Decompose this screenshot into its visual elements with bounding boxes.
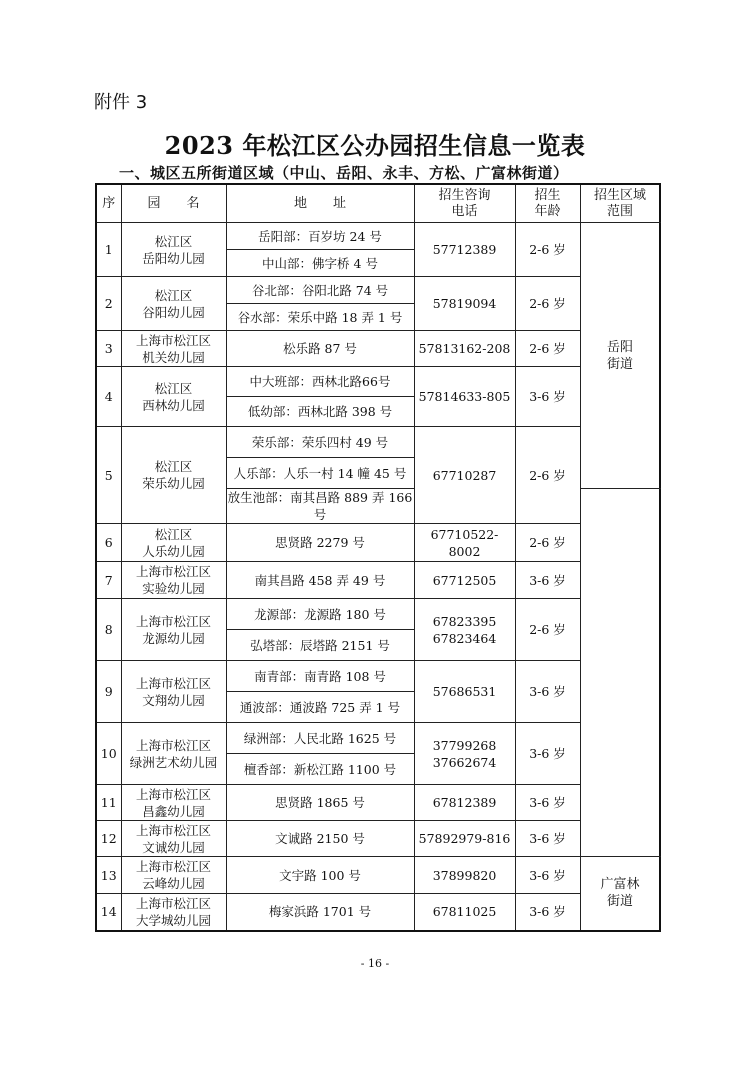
table-row	[96, 524, 660, 562]
cell-phone: 57813162-208	[414, 331, 515, 367]
cell-name: 松江区 荣乐幼儿园	[121, 427, 226, 524]
cell-seq: 9	[96, 661, 121, 723]
header-age: 招生 年龄	[515, 184, 580, 223]
table-row	[96, 661, 660, 692]
cell-age: 3-6 岁	[515, 723, 580, 785]
table-row	[96, 427, 660, 458]
cell-address: 松乐路 87 号	[226, 331, 414, 367]
cell-address: 岳阳部：百岁坊 24 号	[226, 223, 414, 250]
cell-seq: 4	[96, 367, 121, 427]
cell-phone: 57819094	[414, 277, 515, 331]
cell-name: 上海市松江区 龙源幼儿园	[121, 599, 226, 661]
cell-phone: 57686531	[414, 661, 515, 723]
cell-name: 上海市松江区 绿洲艺术幼儿园	[121, 723, 226, 785]
attachment-label: 附件 3	[94, 92, 148, 113]
cell-phone: 67712505	[414, 562, 515, 599]
cell-address: 南其昌路 458 弄 49 号	[226, 562, 414, 599]
header-district: 招生区域 范围	[580, 184, 660, 223]
enrollment-table	[95, 183, 661, 932]
header-address: 地 址	[226, 184, 414, 223]
cell-age: 2-6 岁	[515, 524, 580, 562]
cell-seq: 10	[96, 723, 121, 785]
cell-age: 2-6 岁	[515, 331, 580, 367]
cell-age: 3-6 岁	[515, 661, 580, 723]
cell-age: 2-6 岁	[515, 599, 580, 661]
cell-seq: 2	[96, 277, 121, 331]
cell-age: 3-6 岁	[515, 785, 580, 821]
cell-age: 3-6 岁	[515, 367, 580, 427]
cell-name: 上海市松江区 文诚幼儿园	[121, 821, 226, 857]
cell-age: 3-6 岁	[515, 562, 580, 599]
cell-address: 文宇路 100 号	[226, 857, 414, 894]
table-row	[96, 367, 660, 397]
cell-seq: 3	[96, 331, 121, 367]
cell-seq: 13	[96, 857, 121, 894]
cell-address: 谷水部：荣乐中路 18 弄 1 号	[226, 304, 414, 331]
cell-age: 3-6 岁	[515, 894, 580, 931]
cell-address: 中山部：佛字桥 4 号	[226, 250, 414, 277]
cell-age: 2-6 岁	[515, 277, 580, 331]
cell-seq: 6	[96, 524, 121, 562]
cell-address: 放生池部：南其昌路 889 弄 166 号	[227, 490, 413, 522]
cell-address: 思贤路 2279 号	[226, 524, 414, 562]
cell-name: 上海市松江区 大学城幼儿园	[121, 894, 226, 931]
cell-name: 松江区 岳阳幼儿园	[121, 223, 226, 277]
cell-seq: 8	[96, 599, 121, 661]
cell-phone: 57712389	[414, 223, 515, 277]
cell-phone: 67812389	[414, 785, 515, 821]
cell-phone: 37799268 37662674	[414, 723, 515, 785]
cell-phone: 67710522-8002	[414, 524, 515, 562]
cell-phone: 37899820	[414, 857, 515, 894]
table-row	[96, 723, 660, 754]
cell-address: 梅家浜路 1701 号	[226, 894, 414, 931]
cell-address: 中大班部：西林北路66号	[226, 367, 414, 397]
cell-name: 上海市松江区 机关幼儿园	[121, 331, 226, 367]
table-row	[96, 894, 660, 931]
table-row	[96, 223, 660, 250]
cell-name: 松江区 人乐幼儿园	[121, 524, 226, 562]
cell-phone: 67823395 67823464	[414, 599, 515, 661]
table-row	[96, 331, 660, 367]
cell-address: 绿洲部：人民北路 1625 号	[226, 723, 414, 754]
cell-address: 南青部：南青路 108 号	[226, 661, 414, 692]
cell-age: 2-6 岁	[515, 223, 580, 277]
cell-address: 谷北部：谷阳北路 74 号	[226, 277, 414, 304]
cell-phone: 67710287	[414, 427, 515, 524]
cell-address: 荣乐部：荣乐四村 49 号	[226, 427, 414, 458]
cell-address: 通波部：通波路 725 弄 1 号	[226, 692, 414, 723]
cell-name: 松江区 谷阳幼儿园	[121, 277, 226, 331]
cell-address: 弘塔部：辰塔路 2151 号	[226, 630, 414, 661]
cell-seq: 14	[96, 894, 121, 931]
cell-age: 3-6 岁	[515, 821, 580, 857]
table-header-row	[96, 184, 660, 223]
header-name: 园 名	[121, 184, 226, 223]
cell-name: 松江区 西林幼儿园	[121, 367, 226, 427]
table-row	[96, 857, 660, 894]
table-row	[96, 785, 660, 821]
cell-phone: 57892979-816	[414, 821, 515, 857]
cell-district-guangfulin: 广富林 街道	[580, 857, 660, 931]
cell-name: 上海市松江区 文翔幼儿园	[121, 661, 226, 723]
cell-seq: 11	[96, 785, 121, 821]
table-row	[96, 599, 660, 630]
cell-seq: 5	[96, 427, 121, 524]
cell-seq: 7	[96, 562, 121, 599]
table-row	[96, 821, 660, 857]
section-subtitle: 一、城区五所街道区域（中山、岳阳、永丰、方松、广富林街道）	[119, 164, 569, 182]
cell-name: 上海市松江区 云峰幼儿园	[121, 857, 226, 894]
cell-address: 低幼部：西林北路 398 号	[226, 397, 414, 427]
page-title: 2023 年松江区公办园招生信息一览表	[164, 131, 586, 160]
cell-name: 上海市松江区 昌鑫幼儿园	[121, 785, 226, 821]
cell-address: 思贤路 1865 号	[226, 785, 414, 821]
table-row	[96, 277, 660, 304]
cell-address: 檀香部：新松江路 1100 号	[226, 754, 414, 785]
table-row	[96, 562, 660, 599]
cell-district-yueyang: 岳阳 街道	[580, 223, 660, 489]
header-seq: 序	[96, 184, 121, 223]
cell-address: 人乐部：人乐一村 14 幢 45 号	[226, 458, 414, 489]
header-phone: 招生咨询 电话	[414, 184, 515, 223]
cell-name: 上海市松江区 实验幼儿园	[121, 562, 226, 599]
cell-age: 3-6 岁	[515, 857, 580, 894]
cell-seq: 12	[96, 821, 121, 857]
page-number: - 16 -	[360, 957, 390, 970]
cell-address: 文诚路 2150 号	[226, 821, 414, 857]
cell-phone: 67811025	[414, 894, 515, 931]
cell-seq: 1	[96, 223, 121, 277]
cell-age: 2-6 岁	[515, 427, 580, 524]
cell-phone: 57814633-805	[414, 367, 515, 427]
cell-address: 龙源部：龙源路 180 号	[226, 599, 414, 630]
